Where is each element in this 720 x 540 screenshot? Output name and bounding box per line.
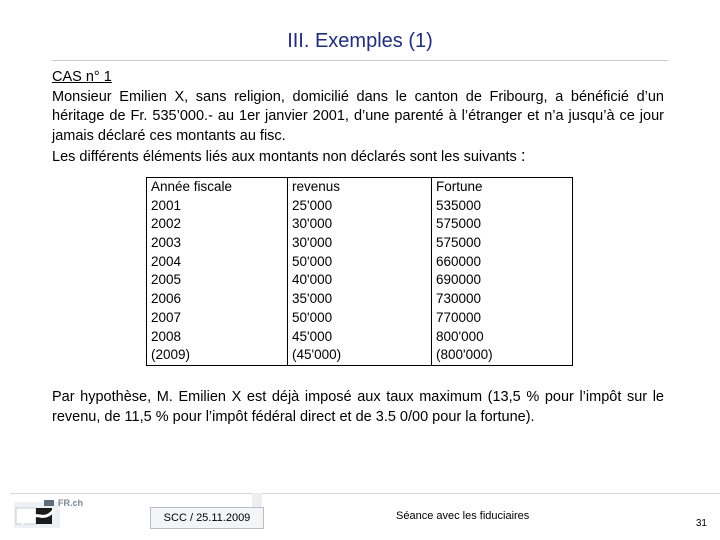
slide-title: III. Exemples (1)	[287, 30, 433, 52]
table-row	[147, 309, 573, 328]
header-income: revenus	[288, 178, 432, 197]
footer-meeting: Séance avec les fiduciaires	[396, 510, 530, 522]
fribourg-logo-icon	[14, 496, 60, 528]
table-row	[147, 197, 573, 216]
list-intro-colon: :	[520, 146, 526, 165]
cell-income: 45'000	[288, 328, 432, 347]
cell-year: 2007	[147, 309, 288, 328]
logo-text: FR.ch	[58, 498, 84, 508]
cell-income: 50'000	[288, 309, 432, 328]
table-row	[147, 234, 573, 253]
cell-wealth: 575000	[432, 234, 573, 253]
cell-year: 2005	[147, 271, 288, 290]
cell-wealth: 770000	[432, 309, 573, 328]
cell-wealth: 800'000	[432, 328, 573, 347]
table-row	[147, 271, 573, 290]
case-title: CAS n° 1	[52, 69, 112, 85]
table-row	[147, 215, 573, 234]
cell-year: 2003	[147, 234, 288, 253]
footer-divider	[10, 493, 720, 494]
table-row	[147, 290, 573, 309]
table-header-row	[147, 178, 573, 197]
cell-year: 2006	[147, 290, 288, 309]
footer-date: SCC / 25.11.2009	[150, 507, 264, 529]
cell-income: 35'000	[288, 290, 432, 309]
cell-wealth: 690000	[432, 271, 573, 290]
page-number: 31	[695, 518, 707, 529]
cell-year: 2004	[147, 253, 288, 272]
cell-year: 2002	[147, 215, 288, 234]
hypothesis-text: Par hypothèse, M. Emilien X est déjà imposé aux taux maximum (13,5 % pour l’impôt sur le revenu, de 11,5 % pour l’impôt fédéral direct et de 3.5 0/00 pour la fortune).	[52, 389, 664, 425]
cell-income: 30'000	[288, 215, 432, 234]
cell-year: (2009)	[147, 346, 288, 365]
header-year: Année fiscale	[147, 178, 288, 197]
tax-table	[146, 177, 573, 366]
cell-year: 2001	[147, 197, 288, 216]
cell-wealth: 575000	[432, 215, 573, 234]
cell-year: 2008	[147, 328, 288, 347]
cell-wealth: 535000	[432, 197, 573, 216]
cell-income: 30'000	[288, 234, 432, 253]
cell-income: 50'000	[288, 253, 432, 272]
cell-income: 40'000	[288, 271, 432, 290]
table-row	[147, 328, 573, 347]
list-intro-text: Les différents éléments liés aux montants non déclarés sont les suivants	[52, 149, 517, 165]
table-row	[147, 253, 573, 272]
cell-income: (45'000)	[288, 346, 432, 365]
header-wealth: Fortune	[432, 178, 573, 197]
title-divider	[52, 60, 668, 61]
case-body	[52, 68, 664, 168]
footer-decoration	[252, 493, 262, 507]
cell-income: 25'000	[288, 197, 432, 216]
case-description: Monsieur Emilien X, sans religion, domicilié dans le canton de Fribourg, a bénéficié d’un héritage de Fr. 535’000.- au 1er janvier 2001, d’une parenté à l’étranger et n’a jusqu’à ce jour jamais déclaré ces montants au fisc.	[52, 88, 664, 144]
cell-wealth: 660000	[432, 253, 573, 272]
list-intro	[52, 146, 664, 168]
table-row	[147, 346, 573, 365]
cell-wealth: (800'000)	[432, 346, 573, 365]
cell-wealth: 730000	[432, 290, 573, 309]
